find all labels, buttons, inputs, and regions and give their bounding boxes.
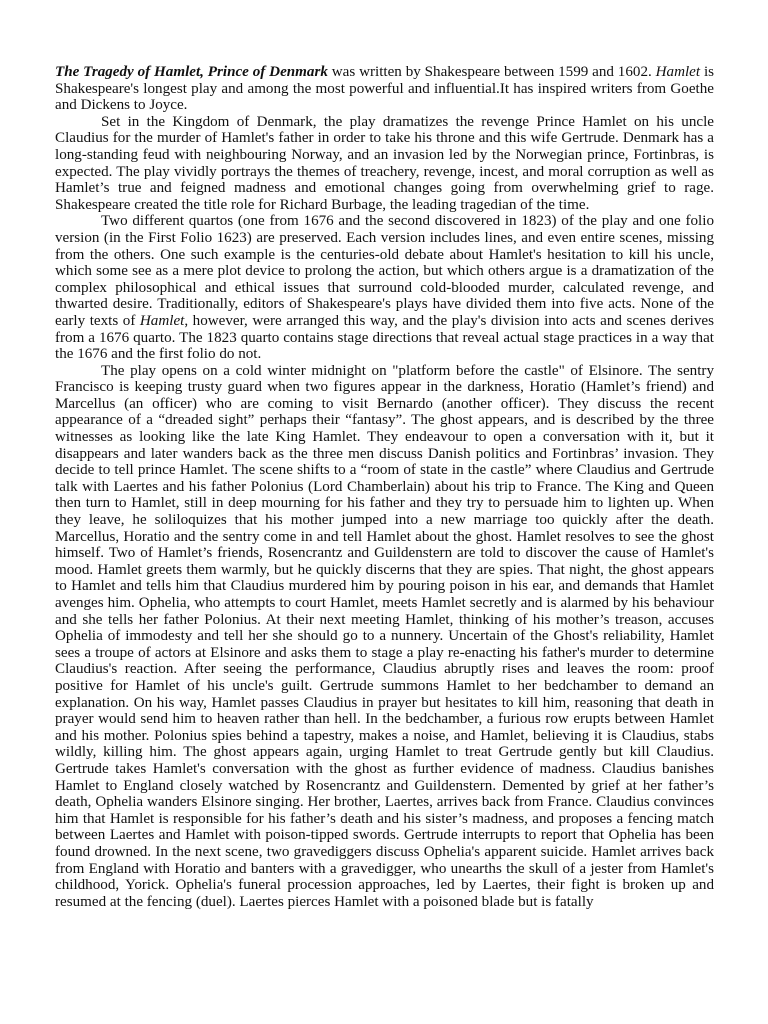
intro-rest: is Shakespeare's longest play and among the most powerful and influential.It has inspired writers from Goethe and Dickens to Joyce. bbox=[55, 64, 714, 114]
intro-text: was written by Shakespeare between 1599 and 1602. bbox=[327, 64, 656, 80]
plot-paragraph: The play opens on a cold winter midnight on "platform before the castle" of Elsinore. The sentry Francisco is keeping trusty guard when two figures appear in the darkness, Horatio (Hamlet’s friend) and Marcellus (an officer) who are coming to visit Bernardo (another officer). They discuss the recent appearance of a “dreaded sight” perhaps their “fantasy”. The ghost appears, and is described by the three witnesses as looking like the late King Hamlet. They endeavour to open a conversation with it, but it disappears and later wanders back as the three men discuss Danish politics and Fortinbras’ invasion. They decide to tell prince Hamlet. The scene shifts to a “room of state in the castle” where Claudius and Gertrude talk with Laertes and his father Polonius (Lord Chamberlain) about his trip to France. The King and Queen then turn to Hamlet, still in deep mourning for his father and they try to persuade him to lighten up. When they leave, he soliloquizes that his mother jumped into a new marriage too quickly after the death. Marcellus, Horatio and the sentry come in and tell Hamlet about the ghost. Hamlet resolves to see the ghost himself. Two of Hamlet’s friends, Rosencrantz and Guildenstern are told to discover the cause of Hamlet's mood. Hamlet greets them warmly, but he quickly discerns that they are spies. That night, the ghost appears to Hamlet and tells him that Claudius murdered him by pouring poison in his ear, and demands that Hamlet avenges him. Ophelia, who attempts to court Hamlet, meets Hamlet secretly and is alarmed by his behaviour and she tells her father Polonius. At their next meeting Hamlet, thinking of his mother’s treason, accuses Ophelia of immodesty and tell her she should go to a nunnery. Uncertain of the Ghost's reliability, Hamlet sees a troupe of actors at Elsinore and asks them to stage a play re-enacting his father's murder to determine Claudius's reaction. After seeing the performance, Claudius abruptly rises and leaves the room: proof positive for Hamlet of his uncle's guilt. Gertrude summons Hamlet to her bedchamber to demand an explanation. On his way, Hamlet passes Claudius in prayer but hesitates to kill him, reasoning that death in prayer would send him to heaven rather than hell. In the bedchamber, a furious row erupts between Hamlet and his mother. Polonius spies behind a tapestry, makes a noise, and Hamlet, believing it is Claudius, stabs wildly, killing him. The ghost appears again, urging Hamlet to treat Gertrude gently but kill Claudius. Gertrude takes Hamlet's conversation with the ghost as further evidence of madness. Claudius banishes Hamlet to England closely watched by Rosencrantz and Guildenstern. Demented by grief at her father’s death, Ophelia wanders Elsinore singing. Her brother, Laertes, arrives back from France. Claudius convinces him that Hamlet is responsible for his father’s death and his sister’s madness, and proposes a fencing match between Laertes and Hamlet with poison-tipped swords. Gertrude interrupts to report that Ophelia has been found drowned. In the next scene, two gravediggers discuss Ophelia's apparent suicide. Hamlet arrives back from England with Horatio and banters with a gravedigger, who unearths the skull of a jester from Hamlet's childhood, Yorick. Ophelia's funeral procession approaches, led by Laertes, their fight is broken up and resumed at the fencing (duel). Laertes pierces Hamlet with a poisoned blade but is fatally bbox=[55, 362, 714, 910]
setting-paragraph: Set in the Kingdom of Denmark, the play dramatizes the revenge Prince Hamlet on his uncle Claudius for the murder of Hamlet's father in order to take his throne and this wife Gertrude. Denmark has a long-standing feud with neighbouring Norway, and an invasion led by the Norwegian prince, Fortinbras, is expected. The play vividly portrays the themes of treachery, revenge, incest, and moral corruption as well as Hamlet’s true and feigned madness and emotional changes going from overwhelming grief to rage. Shakespeare created the title role for Richard Burbage, the leading tragedian of the time. bbox=[55, 113, 714, 213]
document-page bbox=[55, 64, 714, 964]
versions-text-before: Two different quartos (one from 1676 and the second discovered in 1823) of the play and one folio version (in the First Folio 1623) are preserved. Each version includes lines, and even entire scenes, missing from the others. One such example is the centuries-old debate about Hamlet's hesitation to kill his uncle, which some see as a mere plot device to prolong the action, but which others argue is a dramatization of the complex philosophical and ethical issues that surround cold-blooded murder, calculated revenge, and thwarted desire. Traditionally, editors of Shakespeare's plays have divided them into five acts. None of the early texts of bbox=[55, 213, 714, 329]
versions-text-after: , however, were arranged this way, and the play's division into acts and scenes derives from a 1676 quarto. The 1823 quarto contains stage directions that reveal actual stage practices in a way that the 1676 and the first folio do not. bbox=[55, 312, 714, 363]
play-title: The Tragedy of Hamlet, Prince of Denmark bbox=[55, 64, 328, 80]
play-name-italic: Hamlet bbox=[655, 64, 701, 80]
versions-paragraph bbox=[55, 213, 714, 362]
versions-play-name-italic: Hamlet bbox=[139, 312, 185, 329]
intro-paragraph bbox=[55, 64, 714, 114]
